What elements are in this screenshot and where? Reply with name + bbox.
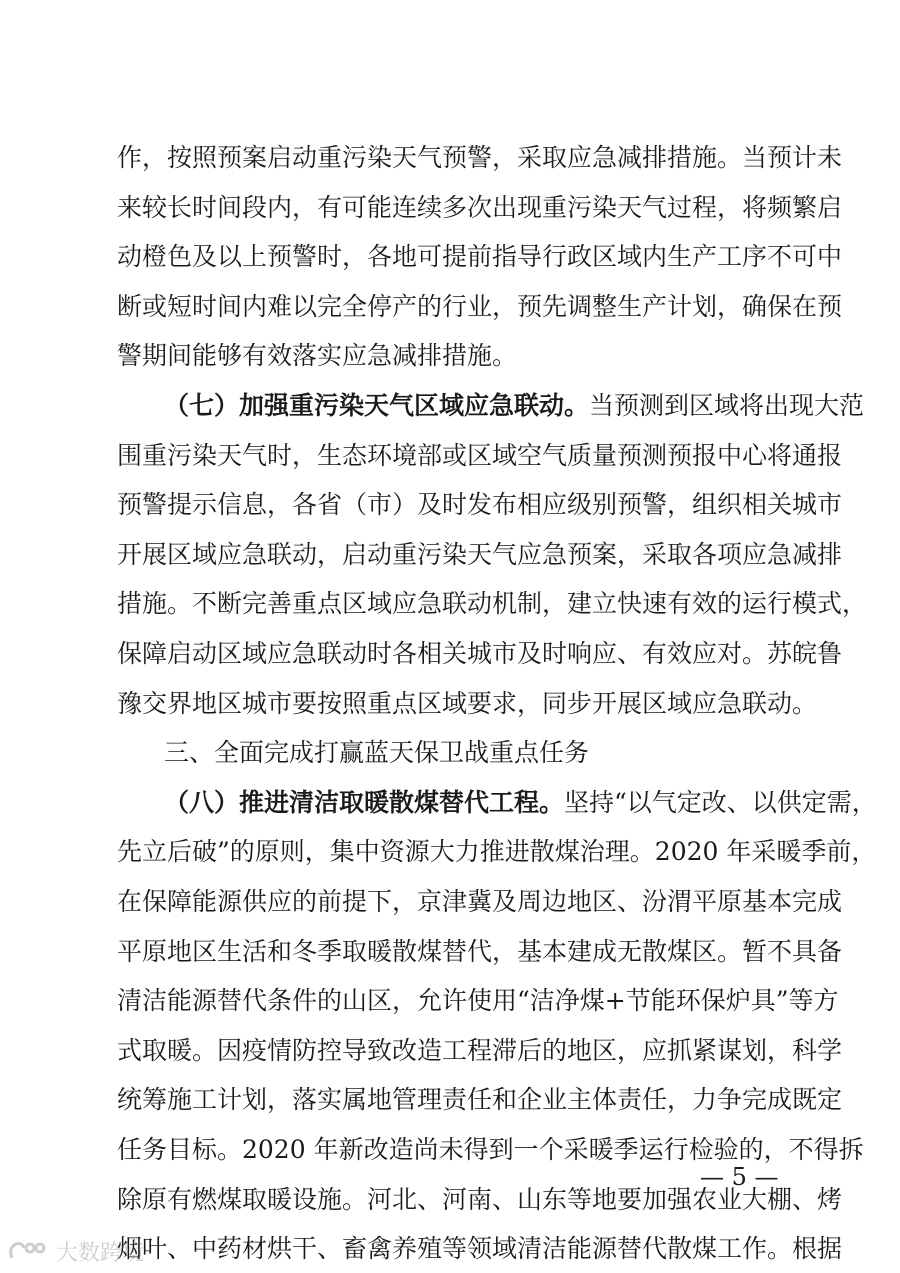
text-line: 措施。不断完善重点区域应急联动机制，建立快速有效的运行模式， xyxy=(117,589,868,619)
watermark-text: 大数跨境 xyxy=(56,1241,145,1266)
section-8-first-line xyxy=(164,786,877,820)
text-line: 来较长时间段内，有可能连续多次出现重污染天气过程，将频繁启 xyxy=(117,192,843,222)
section-7-first-line xyxy=(164,389,865,423)
text-line: 预警提示信息，各省（市）及时发布相应级别预警，组织相关城市 xyxy=(117,490,843,520)
section-heading: 三、全面完成打赢蓝天保卫战重点任务 xyxy=(164,738,590,768)
page-number: — 5 — xyxy=(700,1163,779,1191)
text-line: 烟叶、中药材烘干、畜禽养殖等领域清洁能源替代散煤工作。根据 xyxy=(117,1234,843,1264)
section-7-title: （七）加强重污染天气区域应急联动。 xyxy=(164,391,590,420)
section-8-title: （八）推进清洁取暖散煤替代工程。 xyxy=(164,787,565,817)
text-line: 清洁能源替代条件的山区，允许使用“洁净煤+节能环保炉具”等方 xyxy=(117,986,839,1016)
text-line: 断或短时间内难以完全停产的行业，预先调整生产计划，确保在预 xyxy=(117,291,843,321)
text-line: 警期间能够有效落实应急减排措施。 xyxy=(117,341,518,371)
text-line: 开展区域应急联动，启动重污染天气应急预案，采取各项应急减排 xyxy=(117,539,843,569)
text-line: 先立后破”的原则，集中资源大力推进散煤治理。2020 年采暖季前， xyxy=(117,837,877,867)
section-7-first-line-text: 当预测到区域将出现大范 xyxy=(589,391,865,420)
text-line: 围重污染天气时，生态环境部或区域空气质量预测预报中心将通报 xyxy=(117,440,843,470)
text-line: 统筹施工计划，落实属地管理责任和企业主体责任，力争完成既定 xyxy=(117,1085,843,1115)
text-line: 平原地区生活和冬季取暖散煤替代，基本建成无散煤区。暂不具备 xyxy=(117,936,843,966)
text-line: 作，按照预案启动重污染天气预警，采取应急减排措施。当预计未 xyxy=(117,143,843,172)
text-line: 动橙色及以上预警时，各地可提前指导行政区域内生产工序不可中 xyxy=(117,242,843,272)
watermark-logo-icon xyxy=(6,1238,50,1266)
text-line: 式取暖。因疫情防控导致改造工程滞后的地区，应抓紧谋划，科学 xyxy=(117,1035,843,1065)
text-line: 任务目标。2020 年新改造尚未得到一个采暖季运行检验的，不得拆 xyxy=(117,1135,864,1164)
text-line: 在保障能源供应的前提下，京津冀及周边地区、汾渭平原基本完成 xyxy=(117,887,843,916)
text-line: 除原有燃煤取暖设施。河北、河南、山东等地要加强农业大棚、烤 xyxy=(117,1184,843,1214)
text-line: 保障启动区域应急联动时各相关城市及时响应、有效应对。苏皖鲁 xyxy=(117,639,843,668)
section-8-first-line-text: 坚持“以气定改、以供定需， xyxy=(564,787,877,817)
text-line: 豫交界地区城市要按照重点区域要求，同步开展区域应急联动。 xyxy=(117,688,818,718)
